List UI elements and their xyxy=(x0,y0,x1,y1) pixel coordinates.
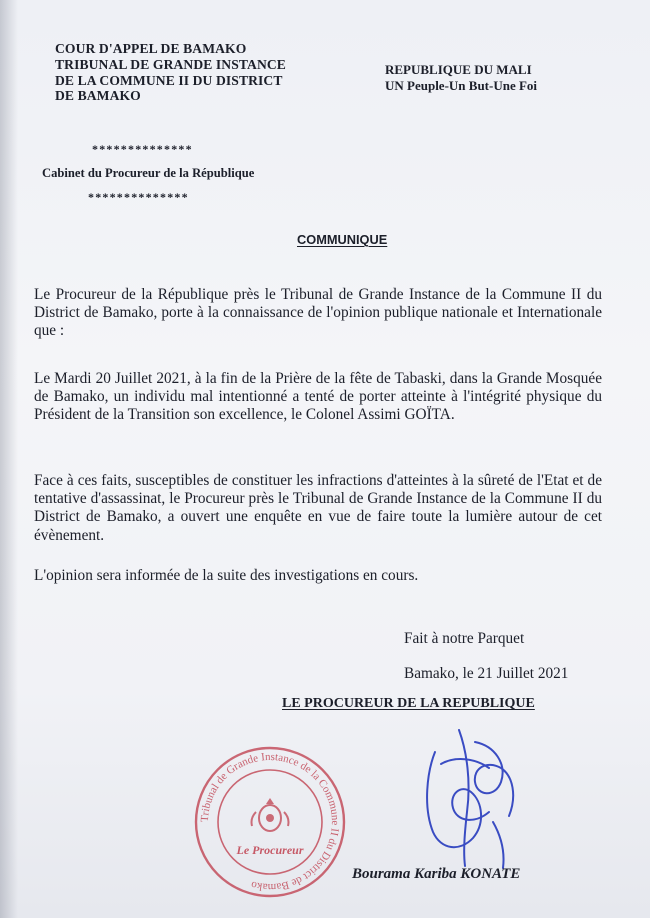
paragraph: Le Mardi 20 Juillet 2021, à la fin de la Prière de la fête de Tabaski, dans la Grande Mosquée de Bamako, un individu mal intentionné a tenté de porter atteinte à l'intégrité physique du Président de la Transition son excellence, le Colonel Assimi GOÏTA. xyxy=(34,370,602,424)
signature xyxy=(405,712,525,872)
paragraph: Le Procureur de la République près le Tribunal de Grande Instance de la Commune II du District de Bamako, porte à la connaissance de l'opinion publique nationale et Internationale que : xyxy=(34,286,602,340)
official-stamp xyxy=(190,742,350,902)
paragraph: Face à ces faits, susceptibles de constituer les infractions d'atteintes à la sûreté de l'Etat et de tentative d'assassinat, le Procureur près le Tribunal de Grande Instance de la Commune II du District de Bamako, a ouvert une enquête en vue de faire toute la lumière autour de cet évènement. xyxy=(34,472,602,544)
cabinet-label: Cabinet du Procureur de la République xyxy=(42,166,255,180)
republic-motto: UN Peuple-Un But-Une Foi xyxy=(385,77,538,93)
court-header-line: DE LA COMMUNE II DU DISTRICT xyxy=(55,72,283,88)
court-header-line: DE BAMAKO xyxy=(55,88,141,104)
stamp-inner-text: Le Procureur xyxy=(236,843,304,857)
date-line: Bamako, le 21 Juillet 2021 xyxy=(404,665,569,682)
separator-dots: ************** xyxy=(92,142,193,156)
republic-header xyxy=(385,62,625,93)
court-header xyxy=(55,41,355,104)
stamp-ring-text: Tribunal de Grande Instance de la Commune II du District de Bamako xyxy=(198,750,342,894)
republic-name: REPUBLIQUE DU MALI xyxy=(385,62,532,77)
separator-dots: ************** xyxy=(88,190,189,204)
page-shadow xyxy=(0,0,18,918)
court-header-line: TRIBUNAL DE GRANDE INSTANCE xyxy=(55,56,286,72)
court-header-line: COUR D'APPEL DE BAMAKO xyxy=(55,41,247,56)
paragraph: L'opinion sera informée de la suite des investigations en cours. xyxy=(34,567,419,584)
document-title: COMMUNIQUE xyxy=(297,232,388,247)
signatory-title: LE PROCUREUR DE LA REPUBLIQUE xyxy=(282,696,535,711)
signatory-name: Bourama Kariba KONATE xyxy=(352,866,521,882)
place-line: Fait à notre Parquet xyxy=(404,630,525,647)
